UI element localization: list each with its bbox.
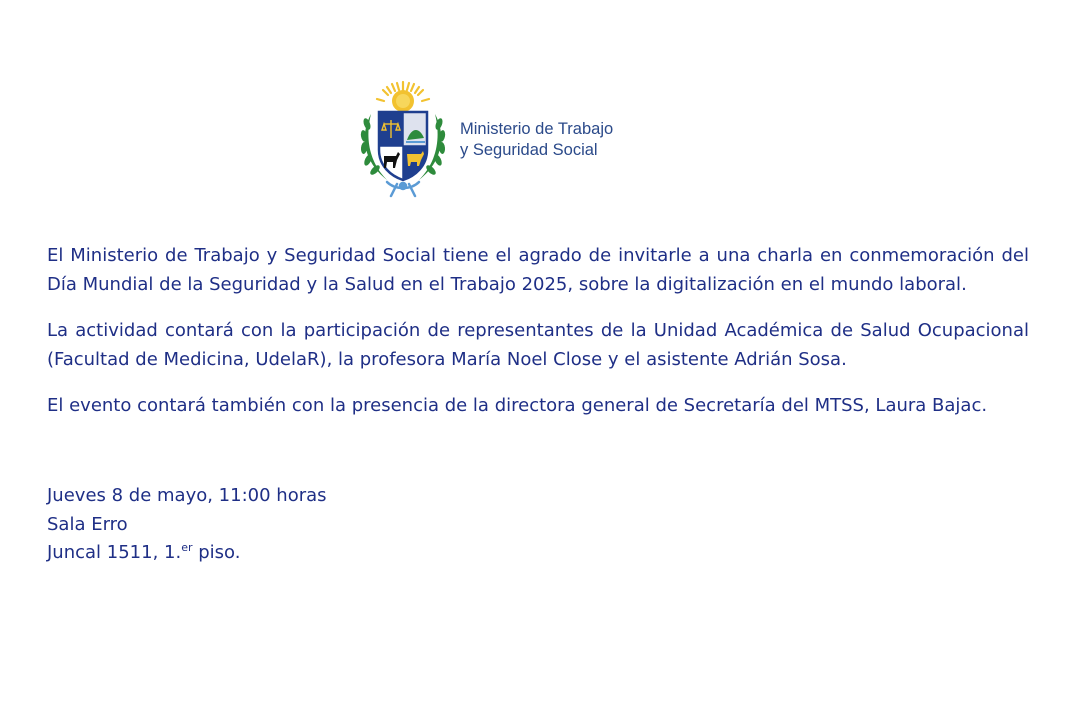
ministry-name-line2: y Seguridad Social: [460, 141, 598, 159]
paragraph-invitation: El Ministerio de Trabajo y Seguridad Social tiene el agrado de invitarle a una charla en conmemoración del Día Mundial de la Seguridad y la Salud en el Trabajo 2025, sobre la digitalización en el mundo laboral.: [47, 245, 1029, 295]
event-address-main: Juncal 1511, 1.: [47, 542, 182, 563]
event-date-time: Jueves 8 de mayo, 11:00 horas: [47, 485, 327, 506]
ministry-header: [357, 80, 647, 198]
shield-icon: [379, 112, 427, 180]
event-address-end: piso.: [192, 542, 241, 563]
event-details: [47, 482, 327, 568]
paragraph-presence: El evento contará también con la presencia de la directora general de Secretaría del MTSS, Laura Bajac.: [47, 395, 988, 416]
invitation-body: [47, 241, 1029, 437]
ribbon-icon: [387, 182, 419, 196]
paragraph-participants: La actividad contará con la participación de representantes de la Unidad Académica de Salud Ocupacional (Facultad de Medicina, UdelaR), la profesora María Noel Close y el asistente Adrián Sosa.: [47, 320, 1029, 370]
event-address-ordinal: er: [181, 541, 193, 554]
coat-of-arms-icon: [357, 80, 449, 198]
ministry-name-line1: Ministerio de Trabajo: [460, 120, 614, 138]
event-room: Sala Erro: [47, 513, 128, 535]
event-address: [47, 539, 327, 568]
sun-icon: [377, 82, 429, 112]
ministry-name: [460, 119, 613, 161]
